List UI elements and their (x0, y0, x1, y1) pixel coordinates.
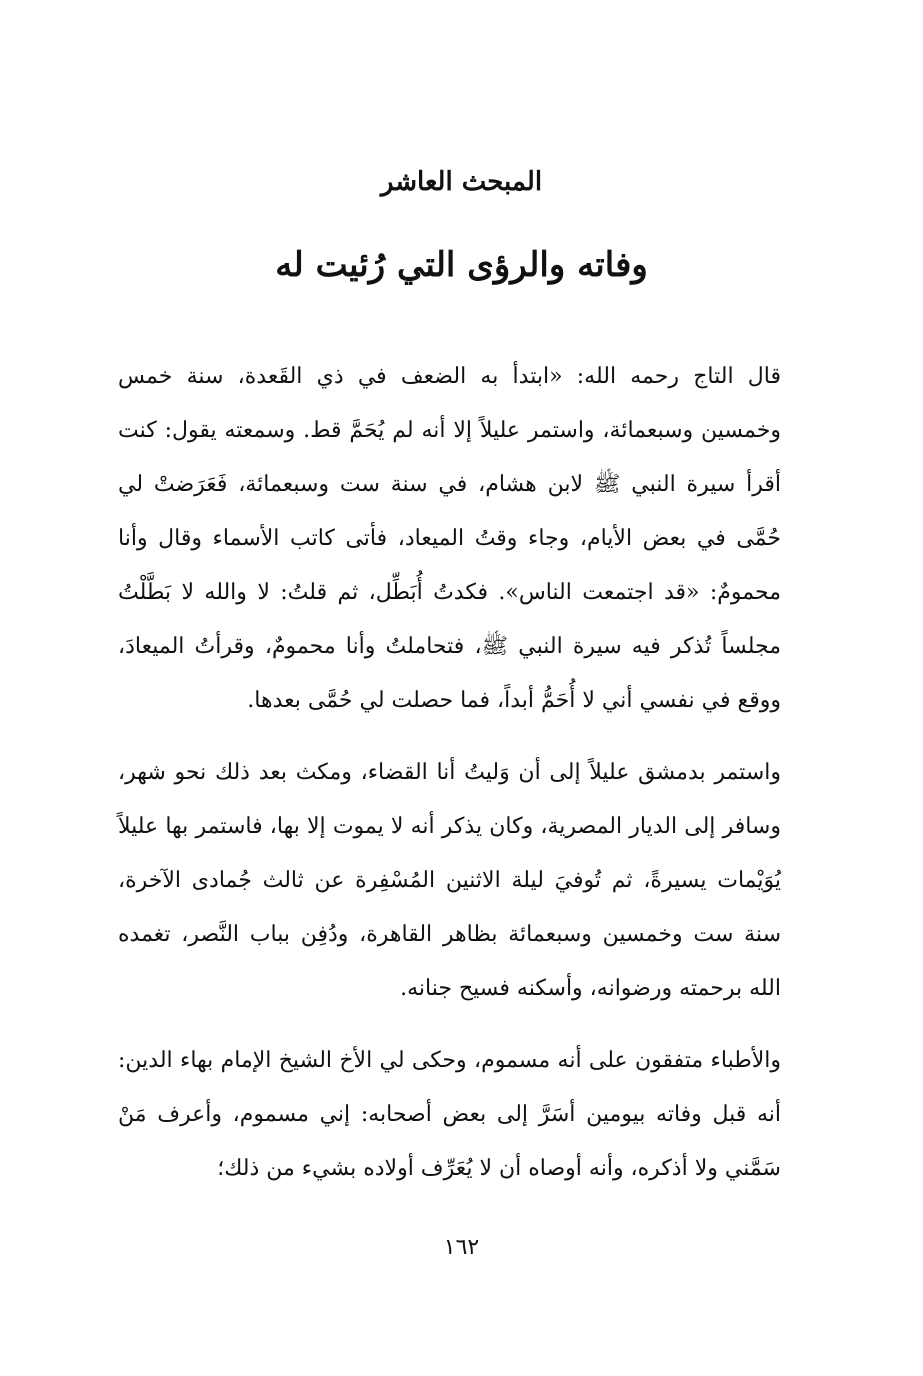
paragraph-1: قال التاج رحمه الله: «ابتدأ به الضعف في ذي القَعدة، سنة خمس وخمسين وسبعمائة، واستمر عليلاً إلا أنه لم يُحَمَّ قط. وسمعته يقول: كنت أقرأ سيرة النبي ﷺ لابن هشام، في سنة ست وسبعمائة، فَعَرَضتْ لي حُمَّى في بعض الأيام، وجاء وقتُ الميعاد، فأتى كاتب الأسماء وقال وأنا محمومٌ: «قد اجتمعت الناس». فكدتُ أُبَطِّل، ثم قلتُ: لا والله لا بَطَّلْتُ مجلساً تُذكر فيه سيرة النبي ﷺ، فتحاملتُ وأنا محمومٌ، وقرأتُ الميعادَ، ووقع في نفسي أني لا أُحَمُّ أبداً، فما حصلت لي حُمَّى بعدها. (118, 364, 781, 713)
page-number: ١٦٢ (443, 1235, 480, 1260)
body-text (118, 350, 781, 1214)
paragraph-3: والأطباء متفقون على أنه مسموم، وحكى لي الأخ الشيخ الإمام بهاء الدين: أنه قبل وفاته بيومين أسَرَّ إلى بعض أصحابه: إني مسموم، وأعرف مَنْ سَمَّني ولا أذكره، وأنه أوصاه أن لا يُعَرِّف أولاده بشيء من ذلك؛ (118, 1048, 781, 1181)
paragraph-2: واستمر بدمشق عليلاً إلى أن وَليتُ أنا القضاء، ومكث بعد ذلك نحو شهر، وسافر إلى الديار المصرية، وكان يذكر أنه لا يموت إلا بها، فاستمر بها عليلاً يُوَيْمات يسيرةً، ثم تُوفيَ ليلة الاثنين المُسْفِرة عن ثالث جُمادى الآخرة، سنة ست وخمسين وسبعمائة بظاهر القاهرة، ودُفِن بباب النَّصر، تغمده الله برحمته ورضوانه، وأسكنه فسيح جنانه. (118, 760, 781, 1001)
chapter-title: وفاته والرؤى التي رُئيت له (275, 245, 648, 285)
chapter-label: المبحث العاشر (380, 167, 543, 197)
